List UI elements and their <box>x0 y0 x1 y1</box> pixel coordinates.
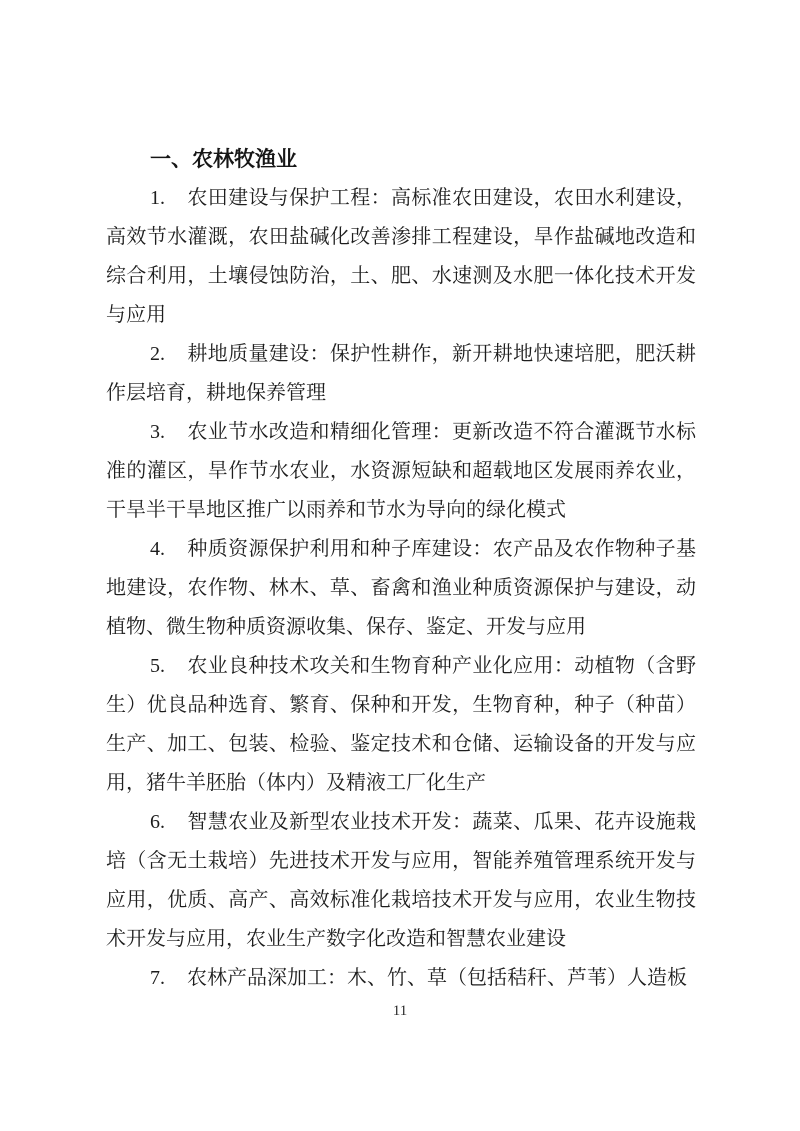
section-heading: 一、农林牧渔业 <box>150 148 297 171</box>
item-text: 种质资源保护利用和种子库建设：农产品及农作物种子基地建设，农作物、林木、草、畜禽和渔业种质资源保护与建设，动植物、微生物种质资源收集、保存、鉴定、开发与应用 <box>106 538 696 638</box>
item-text: 农业节水改造和精细化管理：更新改造不符合灌溉节水标准的灌区，旱作节水农业，水资源短缺和超载地区发展雨养农业，干旱半干旱地区推广以雨养和节水为导向的绿化模式 <box>106 421 696 521</box>
item-number: 7. <box>150 967 165 989</box>
catalog-item-4 <box>106 530 696 647</box>
item-number: 6. <box>150 811 165 833</box>
section-content <box>106 140 696 998</box>
item-text: 农业良种技术攻关和生物育种产业化应用：动植物（含野生）优良品种选育、繁育、保种和开发，生物育种，种子（种苗）生产、加工、包装、检验、鉴定技术和仓储、运输设备的开发与应用，猪牛羊胚胎（体内）及精液工厂化生产 <box>106 655 696 794</box>
catalog-item-1 <box>106 179 696 335</box>
page-number: 11 <box>392 1003 408 1019</box>
item-text: 耕地质量建设：保护性耕作，新开耕地快速培肥，肥沃耕作层培育，耕地保养管理 <box>106 343 696 404</box>
item-text: 农林产品深加工：木、竹、草（包括秸秆、芦苇）人造板 <box>187 967 687 989</box>
item-text: 智慧农业及新型农业技术开发：蔬菜、瓜果、花卉设施栽培（含无土栽培）先进技术开发与应用，智能养殖管理系统开发与应用，优质、高产、高效标准化栽培技术开发与应用，农业生物技术开发与应用，农业生产数字化改造和智慧农业建设 <box>106 811 696 950</box>
catalog-item-3 <box>106 413 696 530</box>
item-number: 3. <box>150 421 165 443</box>
catalog-item-6 <box>106 803 696 959</box>
catalog-item-7 <box>106 959 696 998</box>
item-number: 1. <box>150 187 165 209</box>
catalog-item-5 <box>106 647 696 803</box>
item-number: 4. <box>150 538 165 560</box>
item-number: 2. <box>150 343 165 365</box>
catalog-item-2 <box>106 335 696 413</box>
item-text: 农田建设与保护工程：高标准农田建设，农田水利建设，高效节水灌溉，农田盐碱化改善渗排工程建设，旱作盐碱地改造和综合利用，土壤侵蚀防治，土、肥、水速测及水肥一体化技术开发与应用 <box>106 187 696 326</box>
item-number: 5. <box>150 655 165 677</box>
